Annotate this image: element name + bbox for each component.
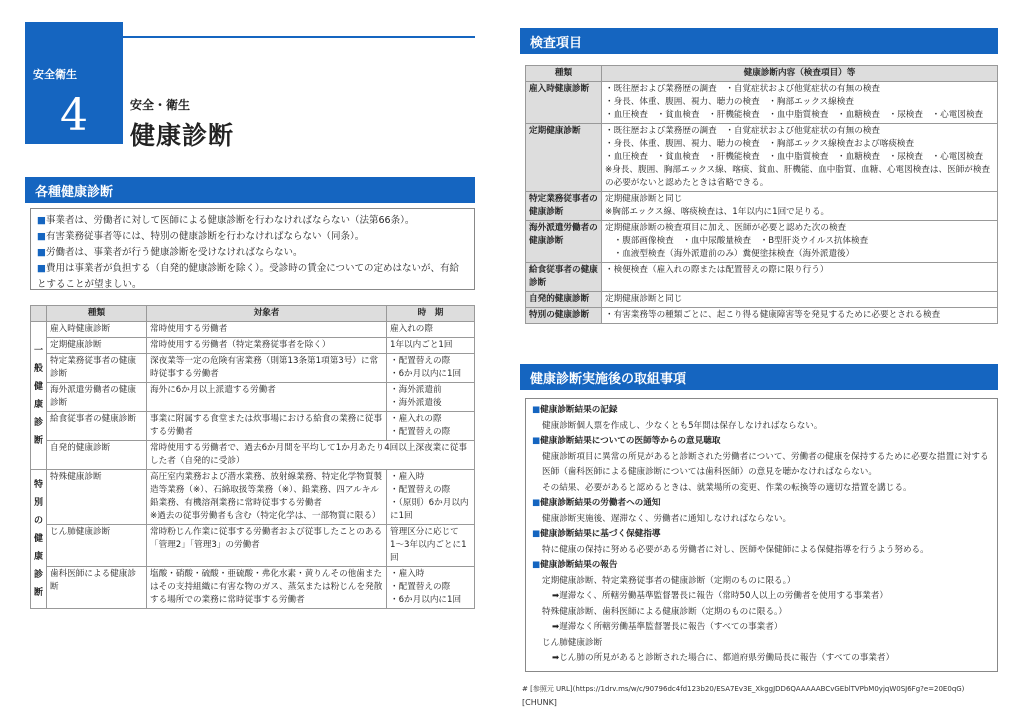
followup-heading: ■健康診断結果の労働者への通知 <box>532 498 661 508</box>
exam-type-cell: 自発的健康診断 <box>526 292 602 308</box>
exam-type-cell: 自発的健康診断 <box>47 441 147 470</box>
group-special: 特 別 の 健 康 診 断 <box>31 470 47 609</box>
table-row <box>31 412 475 441</box>
target-cell: 塩酸・硝酸・硫酸・亜硫酸・弗化水素・黄りんその他歯またはその支持組織に有害な物のガス、蒸気または粉じんを発散する場所での業務に常時従事する労働者 <box>147 567 387 609</box>
followup-indent-text: ➡遅滞なく所轄労働基準監督署長に報告（すべての事業者） <box>552 622 783 632</box>
column-header: 健康診断内容（検査項目）等 <box>602 66 998 82</box>
exam-type-cell: 雇入時健康診断 <box>526 82 602 124</box>
exam-type-cell: 特定業務従事者の健康診断 <box>47 354 147 383</box>
exam-type-cell: じん肺健康診断 <box>47 525 147 567</box>
column-header: 対象者 <box>147 306 387 322</box>
summary-line: ■事業者は、労働者に対して医師による健康診断を行わなければならない（法第66条）。 <box>37 215 415 226</box>
timing-cell: 1年以内ごと1回 <box>387 338 475 354</box>
exam-items-cell: ・有害業務等の種類ごとに、起こり得る健康障害等を発見するために必要とされる検査 <box>602 308 998 324</box>
page-title: 健康診断 <box>130 121 235 150</box>
exam-items-cell: ・既往歴および業務歴の調査 ・自覚症状および他覚症状の有無の検査 ・身長、体重、腹囲、視力、聴力の検査 ・胸部エックス線検査および喀痰検査 ・血圧検査 ・貧血検査 ・肝機能検査 ・血中脂質検査 ・血糖検査 ・尿検査 ・心電図検査 ※身長、腹囲、胸部エックス線、喀痰、貧血、肝機能、血中脂質、血糖、心電図検査は、医師が検査の必要がないと認めたときは省略できる。 <box>602 124 998 192</box>
followup-heading: ■健康診断結果の報告 <box>532 560 618 570</box>
target-cell: 高圧室内業務および潜水業務、放射線業務、特定化学物質製造等業務（※）、石綿取扱等業務（※）、鉛業務、四アルキル鉛業務、有機溶剤業務に常時従事する労働者 ※過去の従事労働者も含む（特定化学は、一部物質に限る） <box>147 470 387 525</box>
target-cell: 常時粉じん作業に従事する労働者および従事したことのある「管理2」「管理3」の労働者 <box>147 525 387 567</box>
exam-type-cell: 給食従事者の健康診断 <box>526 263 602 292</box>
table-row <box>526 292 998 308</box>
bullet-square-icon: ■ <box>532 436 541 446</box>
exam-type-cell: 特定業務従事者の健康診断 <box>526 192 602 221</box>
timing-cell: 管理区分に応じて1〜3年以内ごとに1回 <box>387 525 475 567</box>
table-row <box>526 192 998 221</box>
followup-text: その結果、必要があると認めるときは、就業場所の変更、作業の転換等の適切な措置を講じる。 <box>542 482 912 493</box>
table-row <box>31 470 475 525</box>
bullet-square-icon: ■ <box>37 231 46 242</box>
timing-cell: 雇入れの際 <box>387 322 475 338</box>
header-blank <box>31 306 47 322</box>
followup-heading: ■健康診断結果についての医師等からの意見聴取 <box>532 436 721 446</box>
source-link[interactable]: # [参照元 URL](https://1drv.ms/w/c/90796dc4fd123b20/ESA7Ev3E_XkggJDD6QAAAAABCvGEblTVPbM0yjqW0SJ6Fg?e=20E0qG) <box>522 685 965 693</box>
followup-text: 健康診断実施後、遅滞なく、労働者に通知しなければならない。 <box>542 513 792 524</box>
target-cell: 常時使用する労働者で、過去6か月間を平均して1か月あたり4回以上深夜業に従事した者（自発的に受診） <box>147 441 475 470</box>
group-general: 一 般 健 康 診 断 <box>31 322 47 470</box>
exam-type-cell: 海外派遣労働者の健康診断 <box>526 221 602 263</box>
chapter-tab <box>25 22 123 144</box>
exam-items-cell: 定期健康診断と同じ <box>602 292 998 308</box>
table-row <box>526 221 998 263</box>
followup-text: じん肺健康診断 <box>542 637 603 648</box>
table-row <box>31 525 475 567</box>
summary-box <box>30 208 475 290</box>
exam-type-cell: 海外派遣労働者の健康診断 <box>47 383 147 412</box>
followup-heading: ■健康診断結果に基づく保健指導 <box>532 529 661 539</box>
followup-text: 特に健康の保持に努める必要がある労働者に対し、医師や保健師による保健指導を行うよう努める。 <box>542 544 929 555</box>
followup-heading: ■健康診断結果の記録 <box>532 405 618 415</box>
bullet-square-icon: ■ <box>532 560 541 570</box>
timing-cell: ・配置替えの際 ・6か月以内に1回 <box>387 354 475 383</box>
summary-line: ■費用は事業者が負担する（自発的健康診断を除く）。受診時の賃金についての定めはないが、有給とすることが望ましい。 <box>37 263 460 290</box>
table-row <box>31 354 475 383</box>
chunk-marker: [CHUNK] <box>522 698 557 707</box>
table-row <box>526 308 998 324</box>
exam-type-cell: 雇入時健康診断 <box>47 322 147 338</box>
target-cell: 深夜業等一定の危険有害業務（則第13条第1項第3号）に常時従事する労働者 <box>147 354 387 383</box>
exam-types-table <box>30 305 475 609</box>
exam-items-cell: 定期健康診断の検査項目に加え、医師が必要と認めた次の検査 ・腹部画像検査 ・血中尿酸量検査 ・B型肝炎ウイルス抗体検査 ・血液型検査（海外派遣前のみ）糞便塗抹検査（海外派遣後） <box>602 221 998 263</box>
bullet-square-icon: ■ <box>532 529 541 539</box>
table-row <box>31 441 475 470</box>
section-title-types: 各種健康診断 <box>25 177 475 203</box>
table-row <box>31 383 475 412</box>
followup-indent-text: ➡じん肺の所見があると診断された場合に、都道府県労働局長に報告（すべての事業者） <box>552 653 895 663</box>
bullet-square-icon: ■ <box>532 405 541 415</box>
table-row <box>31 338 475 354</box>
target-cell: 海外に6か月以上派遣する労働者 <box>147 383 387 412</box>
summary-line: ■労働者は、事業者が行う健康診断を受けなければならない。 <box>37 247 303 258</box>
page-subtitle: 安全・衛生 <box>130 98 191 112</box>
bullet-square-icon: ■ <box>37 263 46 274</box>
chapter-number: 4 <box>60 90 88 141</box>
exam-items-cell: 定期健康診断と同じ ※胸部エックス線、喀痰検査は、1年以内に1回で足りる。 <box>602 192 998 221</box>
chapter-label: 安全衛生 <box>33 68 77 81</box>
column-header: 種類 <box>526 66 602 82</box>
followup-text: 健康診断個人票を作成し、少なくとも5年間は保存しなければならない。 <box>542 420 823 431</box>
followup-text: 定期健康診断、特定業務従事者の健康診断（定期のものに限る。） <box>542 575 796 586</box>
target-cell: 常時使用する労働者（特定業務従事者を除く） <box>147 338 387 354</box>
column-header: 時 期 <box>387 306 475 322</box>
bullet-square-icon: ■ <box>37 247 46 258</box>
followup-text: 健康診断項目に異常の所見があると診断された労働者について、労働者の健康を保持するために必要な措置に対する医師（歯科医師による健康診断については歯科医師）の意見を聴かなければならない。 <box>542 451 989 477</box>
bullet-square-icon: ■ <box>532 498 541 508</box>
table-row <box>526 82 998 124</box>
timing-cell: ・海外派遣前 ・海外派遣後 <box>387 383 475 412</box>
section-title-followup: 健康診断実施後の取組事項 <box>520 364 998 390</box>
exam-type-cell: 定期健康診断 <box>47 338 147 354</box>
target-cell: 常時使用する労働者 <box>147 322 387 338</box>
target-cell: 事業に附属する食堂または炊事場における給食の業務に従事する労働者 <box>147 412 387 441</box>
table-row <box>31 567 475 609</box>
exam-items-cell: ・既往歴および業務歴の調査 ・自覚症状および他覚症状の有無の検査 ・身長、体重、腹囲、視力、聴力の検査 ・胸部エックス線検査 ・血圧検査 ・貧血検査 ・肝機能検査 ・血中脂質検査 ・血糖検査 ・尿検査 ・心電図検査 <box>602 82 998 124</box>
exam-type-cell: 給食従事者の健康診断 <box>47 412 147 441</box>
timing-cell: ・雇入時 ・配置替えの際 ・6か月以内に1回 <box>387 567 475 609</box>
section-title-items: 検査項目 <box>520 28 998 54</box>
table-row <box>526 263 998 292</box>
table-row <box>31 322 475 338</box>
header-rule <box>123 36 475 38</box>
exam-items-table <box>525 65 998 324</box>
column-header: 種類 <box>47 306 147 322</box>
followup-box <box>525 398 998 672</box>
timing-cell: ・雇入れの際 ・配置替えの際 <box>387 412 475 441</box>
followup-text: 特殊健康診断、歯科医師による健康診断（定期のものに限る。） <box>542 606 787 617</box>
exam-type-cell: 定期健康診断 <box>526 124 602 192</box>
exam-type-cell: 歯科医師による健康診断 <box>47 567 147 609</box>
exam-type-cell: 特殊健康診断 <box>47 470 147 525</box>
followup-indent-text: ➡遅滞なく、所轄労働基準監督署長に報告（常時50人以上の労働者を使用する事業者） <box>552 591 888 601</box>
bullet-square-icon: ■ <box>37 215 46 226</box>
table-row <box>526 124 998 192</box>
exam-type-cell: 特別の健康診断 <box>526 308 602 324</box>
exam-items-cell: ・検便検査（雇入れの際または配置替えの際に限り行う） <box>602 263 998 292</box>
timing-cell: ・雇入時 ・配置替えの際 ・（原則）6か月以内に1回 <box>387 470 475 525</box>
summary-line: ■有害業務従事者等には、特別の健康診断を行わなければならない（同条）。 <box>37 231 365 242</box>
